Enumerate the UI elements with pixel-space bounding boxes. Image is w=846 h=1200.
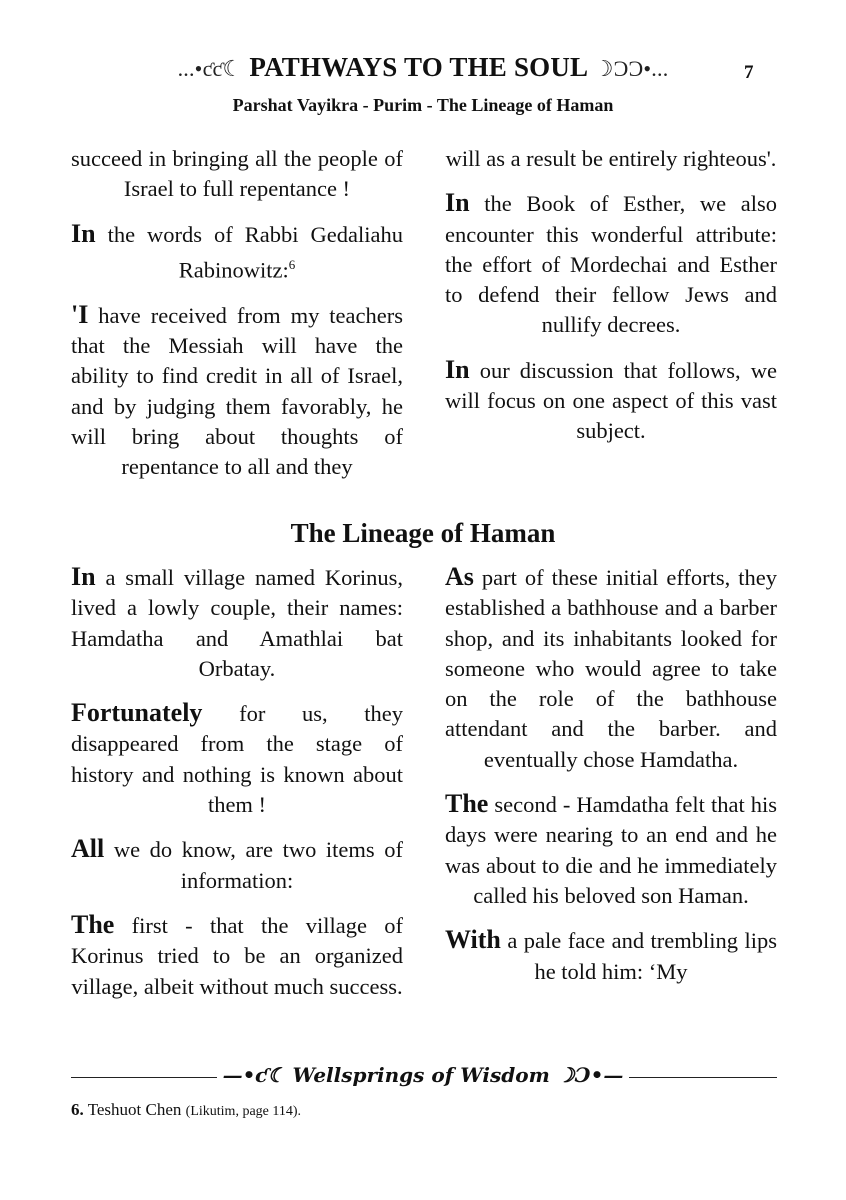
lead-word: In <box>71 562 96 591</box>
paragraph-text: our discussion that follows, we will focus on one aspect of this vast subject. <box>445 357 777 444</box>
page-number: 7 <box>744 62 754 83</box>
footer-right-ornament-icon: ☽Ɔ•— <box>556 1063 624 1087</box>
paragraph: will as a result be entirely righteous'. <box>445 146 777 171</box>
footer-left-ornament-icon: —•ƈ☾ <box>222 1063 286 1087</box>
paragraph-text: for us, they disappeared from the stage of history and nothing is known about them ! <box>71 701 403 818</box>
footnote-number: 6. <box>71 1100 84 1119</box>
paragraph <box>445 789 777 911</box>
paragraph-text: the Book of Esther, we also encounter this wonderful attribute: the effort of Mordechai and Esther to defend their fellow Jews and nullify decrees. <box>445 191 777 338</box>
column-top-left <box>71 144 403 482</box>
paragraph <box>445 562 777 775</box>
paragraph <box>445 925 777 987</box>
paragraph <box>71 910 403 1002</box>
paragraph <box>445 188 777 340</box>
lead-word: The <box>445 789 489 819</box>
footer-banner <box>0 1063 846 1087</box>
paragraph-text: a pale face and trembling lips he told him: ‘My <box>500 928 777 984</box>
paragraph-text: part of these initial efforts, they established a bathhouse and a barber shop, and its inhabitants looked for someone who would agree to take on the role of the bathhouse attendant and the barber. and eventually chose Hamdatha. <box>445 565 777 772</box>
paragraph <box>445 355 777 447</box>
left-ornament-icon: ...•ƈƈ☾ <box>177 56 243 81</box>
paragraph-text: a small village named Korinus, lived a lowly couple, their names: Hamdatha and Amathlai bat Orbatay. <box>71 565 403 681</box>
lead-word: With <box>445 925 501 955</box>
paragraph <box>71 300 403 483</box>
lead-word: In <box>445 188 470 218</box>
footnote <box>71 1100 301 1120</box>
footer-banner-text <box>217 1063 630 1087</box>
column-top-right <box>445 144 777 447</box>
column-bottom-right <box>445 562 777 987</box>
paragraph: succeed in bringing all the people of Israel to full repentance ! <box>71 146 403 202</box>
lead-word: In <box>445 354 470 384</box>
paragraph <box>71 698 403 820</box>
paragraph-text: the words of Rabbi Gedaliahu Rabinowitz: <box>95 221 403 283</box>
lead-word: The <box>71 909 115 939</box>
lead-word: 'I <box>71 299 89 329</box>
paragraph <box>71 219 403 286</box>
right-ornament-icon: ☽ƆƆ•... <box>593 56 669 81</box>
paragraph-text: second - Hamdatha felt that his days were nearing to an end and he was about to die and he immediately called his beloved son Haman. <box>445 792 777 908</box>
lead-word: In <box>71 218 96 248</box>
paragraph-text: we do know, are two items of information: <box>104 837 403 893</box>
paragraph-text: first - that the village of Korinus tried to be an organized village, albeit without much success. <box>71 912 403 999</box>
running-title <box>0 52 846 83</box>
chapter-subtitle: Parshat Vayikra - Purim - The Lineage of Haman <box>232 95 614 115</box>
footnote-source: (Likutim, page 114). <box>185 1104 302 1119</box>
paragraph-text: have received from my teachers that the Messiah will have the ability to find credit in all of Israel, and by judging them favorably, he will bring about thoughts of repentance to all and they <box>71 302 403 480</box>
lead-word: Fortunately <box>71 698 203 728</box>
series-name: Wellsprings of Wisdom <box>292 1063 550 1087</box>
column-bottom-left <box>71 562 403 1002</box>
footnote-ref: 6 <box>288 256 296 272</box>
lead-word: All <box>71 834 105 864</box>
lead-word: As <box>445 562 474 591</box>
paragraph <box>71 834 403 896</box>
section-heading: The Lineage of Haman <box>290 518 556 548</box>
paragraph <box>71 562 403 684</box>
book-title: PATHWAYS TO THE SOUL <box>249 52 587 82</box>
footnote-text: Teshuot Chen <box>83 1100 186 1119</box>
